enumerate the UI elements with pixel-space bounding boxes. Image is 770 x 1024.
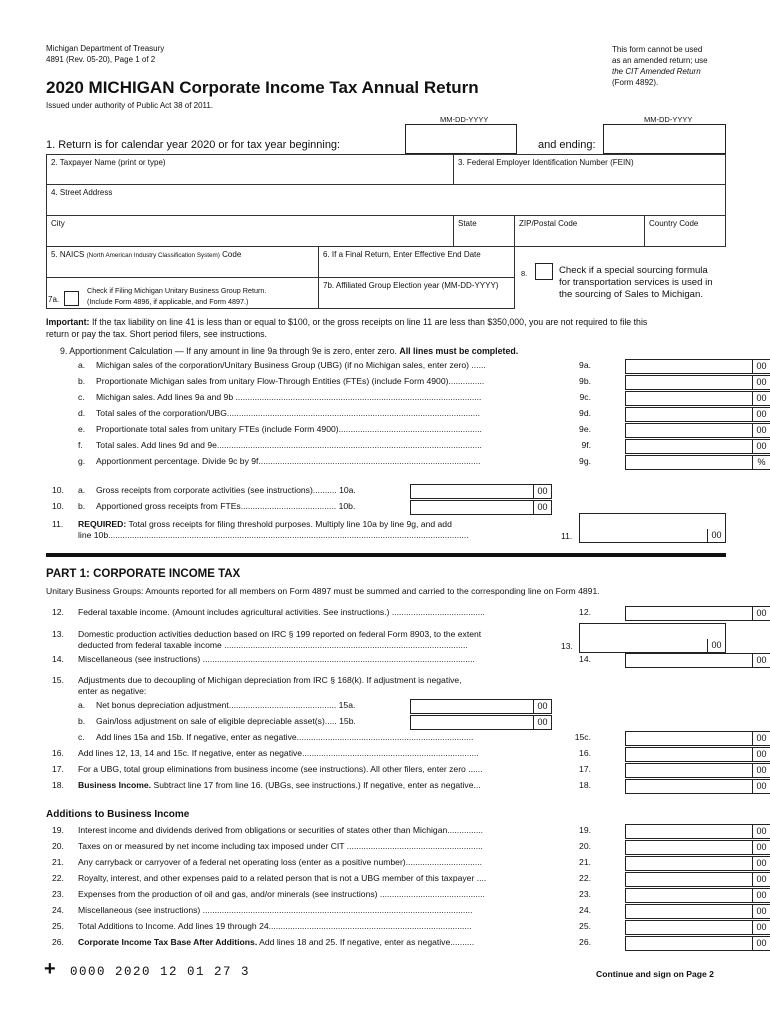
- final-return-date-field[interactable]: 6. If a Final Return, Enter Effective End Date: [318, 246, 515, 278]
- line26-amount[interactable]: 00: [625, 936, 770, 951]
- line9c-row: c. Michigan sales. Add lines 9a and 9b ....................................................................................................... 9c. 00: [46, 391, 726, 406]
- line10b-amount[interactable]: 00: [410, 500, 552, 515]
- line13-amount[interactable]: 00: [579, 623, 726, 653]
- date-format-label: MM-DD-YYYY: [644, 115, 693, 124]
- line16-row: 16. Add lines 12, 13, 14 and 15c. If negative, enter as negative.......................................................................... 16. 00: [46, 747, 726, 762]
- part1-subtitle: Unitary Business Groups: Amounts reported for all members on Form 4897 must be summed and carried to the corresponding line on Form 4891.: [46, 586, 600, 596]
- line9b-amount[interactable]: 00: [625, 375, 770, 390]
- line13-label: Domestic production activities deduction based on IRC § 199 reported on federal Form 8903, to the extent deducted from federal taxable income ......................................................................................................: [78, 629, 482, 650]
- section-divider: [46, 553, 726, 557]
- line7a-number: 7a.: [48, 295, 60, 304]
- form-revision: 4891 (Rev. 05-20), Page 1 of 2: [46, 55, 156, 64]
- and-ending-label: and ending:: [538, 139, 596, 151]
- line9d-row: d. Total sales of the corporation/UBG.......................................................................................................... 9d. 00: [46, 407, 726, 422]
- line15-number: 15.: [52, 675, 64, 685]
- line15b-row: b. Gain/loss adjustment on sale of eligible depreciable asset(s)..... 15b. 00: [46, 715, 726, 730]
- line16-amount[interactable]: 00: [625, 747, 770, 762]
- continue-note: Continue and sign on Page 2: [596, 969, 714, 979]
- taxpayer-name-field[interactable]: 2. Taxpayer Name (print or type): [46, 154, 454, 185]
- line21-amount[interactable]: 00: [625, 856, 770, 871]
- line12-row: 12. Federal taxable income. (Amount includes agricultural activities. See instructions.) ....................................... 12. 00: [46, 606, 726, 621]
- line9b-row: b. Proportionate Michigan sales from unitary Flow-Through Entities (FTEs) (include Form 4900)............... 9b. 00: [46, 375, 726, 390]
- line26-row: 26. Corporate Income Tax Base After Additions. Add lines 18 and 25. If negative, enter as negative.......... 26. 00: [46, 936, 726, 951]
- line23-amount[interactable]: 00: [625, 888, 770, 903]
- line24-amount[interactable]: 00: [625, 904, 770, 919]
- line23-row: 23. Expenses from the production of oil and gas, and/or minerals (see instructions) ............................................ 23. 00: [46, 888, 726, 903]
- line25-row: 25. Total Additions to Income. Add lines 19 through 24..................................................................................... 25. 00: [46, 920, 726, 935]
- line11-label: REQUIRED: Total gross receipts for filing threshold purposes. Multiply line 10a by line 9g, and add line 10b.......................................................................................................................................................: [78, 519, 469, 540]
- line8-label: Check if a special sourcing formula for transportation services is used in the sourcing of Sales to Michigan.: [559, 265, 713, 300]
- line18-amount[interactable]: 00: [625, 779, 770, 794]
- line9e-row: e. Proportionate total sales from unitary FTEs (include Form 4900)............................................................ 9e. 00: [46, 423, 726, 438]
- line13-ref: 13.: [561, 641, 573, 651]
- special-sourcing-checkbox[interactable]: [535, 263, 553, 280]
- line15a-row: a. Net bonus depreciation adjustment............................................. 15a. 00: [46, 699, 726, 714]
- line15b-amount[interactable]: 00: [410, 715, 552, 730]
- page-title: 2020 MICHIGAN Corporate Income Tax Annual Return: [46, 78, 479, 97]
- authority-note: Issued under authority of Public Act 38 of 2011.: [46, 101, 214, 110]
- date-format-label: MM-DD-YYYY: [440, 115, 489, 124]
- line9f-amount[interactable]: 00: [625, 439, 770, 454]
- line10b-row: 10. b. Apportioned gross receipts from FTEs........................................ 10b. 00: [46, 500, 726, 515]
- important-note: Important: If the tax liability on line 41 is less than or equal to $100, or the gross receipts on line 11 are less than $350,000, you are not required to file this return or pay the tax. Short period filers, see instructions.: [46, 317, 648, 339]
- line15-label: Adjustments due to decoupling of Michigan depreciation from IRC § 168(k). If adjustment is negative, enter as negative:: [78, 675, 462, 696]
- line19-row: 19. Interest income and dividends derived from obligations or securities of states other than Michigan............... 19. 00: [46, 824, 726, 839]
- line9a-row: a. Michigan sales of the corporation/Unitary Business Group (UBG) (if no Michigan sales, enter zero) ...... 9a. 00: [46, 359, 726, 374]
- city-field[interactable]: City: [46, 215, 454, 247]
- line10a-amount[interactable]: 00: [410, 484, 552, 499]
- line25-amount[interactable]: 00: [625, 920, 770, 935]
- line1-label: 1. Return is for calendar year 2020 or for tax year beginning:: [46, 139, 341, 151]
- line21-row: 21. Any carryback or carryover of a federal net operating loss (enter as a positive number)................................ 21. 00: [46, 856, 726, 871]
- line17-row: 17. For a UBG, total group eliminations from business income (see instructions). All other filers, enter zero ...... 17. 00: [46, 763, 726, 778]
- scan-code: 0000 2020 12 01 27 3: [70, 965, 251, 979]
- line7a-label: Check if Filing Michigan Unitary Business Group Return. (Include Form 4896, if applicable, and Form 4897.): [87, 286, 267, 306]
- line11-amount[interactable]: 00: [579, 513, 726, 543]
- line12-amount[interactable]: 00: [625, 606, 770, 621]
- plus-icon: +: [44, 958, 56, 980]
- part1-heading: PART 1: CORPORATE INCOME TAX: [46, 568, 241, 580]
- line15c-amount[interactable]: 00: [625, 731, 770, 746]
- line9g-percentage[interactable]: %: [625, 455, 770, 470]
- naics-field[interactable]: 5. NAICS (North American Industry Classification System) Code: [46, 246, 319, 278]
- amended-note: This form cannot be used as an amended return; use the CIT Amended Return (Form 4892).: [612, 45, 708, 87]
- line9c-amount[interactable]: 00: [625, 391, 770, 406]
- line15a-amount[interactable]: 00: [410, 699, 552, 714]
- line20-row: 20. Taxes on or measured by net income including tax imposed under CIT ......................................................... 20. 00: [46, 840, 726, 855]
- begin-date-input[interactable]: [405, 124, 517, 154]
- end-date-input[interactable]: [603, 124, 726, 154]
- line17-amount[interactable]: 00: [625, 763, 770, 778]
- line9f-row: f. Total sales. Add lines 9d and 9e............................................................................................................... 9f. 00: [46, 439, 726, 454]
- line22-amount[interactable]: 00: [625, 872, 770, 887]
- line9g-row: g. Apportionment percentage. Divide 9c by 9f............................................................................................. 9g. %: [46, 455, 726, 470]
- street-address-field[interactable]: 4. Street Address: [46, 184, 726, 216]
- line11-ref: 11.: [561, 531, 573, 541]
- line18-row: 18. Business Income. Subtract line 17 from line 16. (UBGs, see instructions.) If negative, enter as negative... 18. 00: [46, 779, 726, 794]
- line19-amount[interactable]: 00: [625, 824, 770, 839]
- line13-number: 13.: [52, 629, 64, 639]
- affiliated-group-election-field[interactable]: 7b. Affiliated Group Election year (MM-DD-YYYY): [318, 277, 515, 309]
- line14-row: 14. Miscellaneous (see instructions) .................................................................................................................. 14. 00: [46, 653, 726, 668]
- line8-number: 8.: [521, 269, 528, 278]
- line24-row: 24. Miscellaneous (see instructions) ................................................................................................................. 24. 00: [46, 904, 726, 919]
- dept-name: Michigan Department of Treasury: [46, 44, 165, 53]
- state-field[interactable]: State: [453, 215, 515, 247]
- line9d-amount[interactable]: 00: [625, 407, 770, 422]
- fein-field[interactable]: 3. Federal Employer Identification Number (FEIN): [453, 154, 726, 185]
- zip-field[interactable]: ZIP/Postal Code: [514, 215, 645, 247]
- line9-heading: 9. Apportionment Calculation — If any amount in line 9a through 9e is zero, enter zero. All lines must be completed.: [60, 346, 519, 356]
- line11-number: 11.: [52, 519, 64, 529]
- ubg-return-checkbox[interactable]: [64, 291, 79, 306]
- line22-row: 22. Royalty, interest, and other expenses paid to a related person that is not a UBG member of this taxpayer .... 22. 00: [46, 872, 726, 887]
- country-code-field[interactable]: Country Code: [644, 215, 726, 247]
- line15c-row: c. Add lines 15a and 15b. If negative, enter as negative.......................................................................... 15c. 00: [46, 731, 726, 746]
- line9e-amount[interactable]: 00: [625, 423, 770, 438]
- line14-amount[interactable]: 00: [625, 653, 770, 668]
- additions-heading: Additions to Business Income: [46, 809, 190, 820]
- line10a-row: 10. a. Gross receipts from corporate activities (see instructions).......... 10a. 00: [46, 484, 726, 499]
- line20-amount[interactable]: 00: [625, 840, 770, 855]
- line9a-amount[interactable]: 00: [625, 359, 770, 374]
